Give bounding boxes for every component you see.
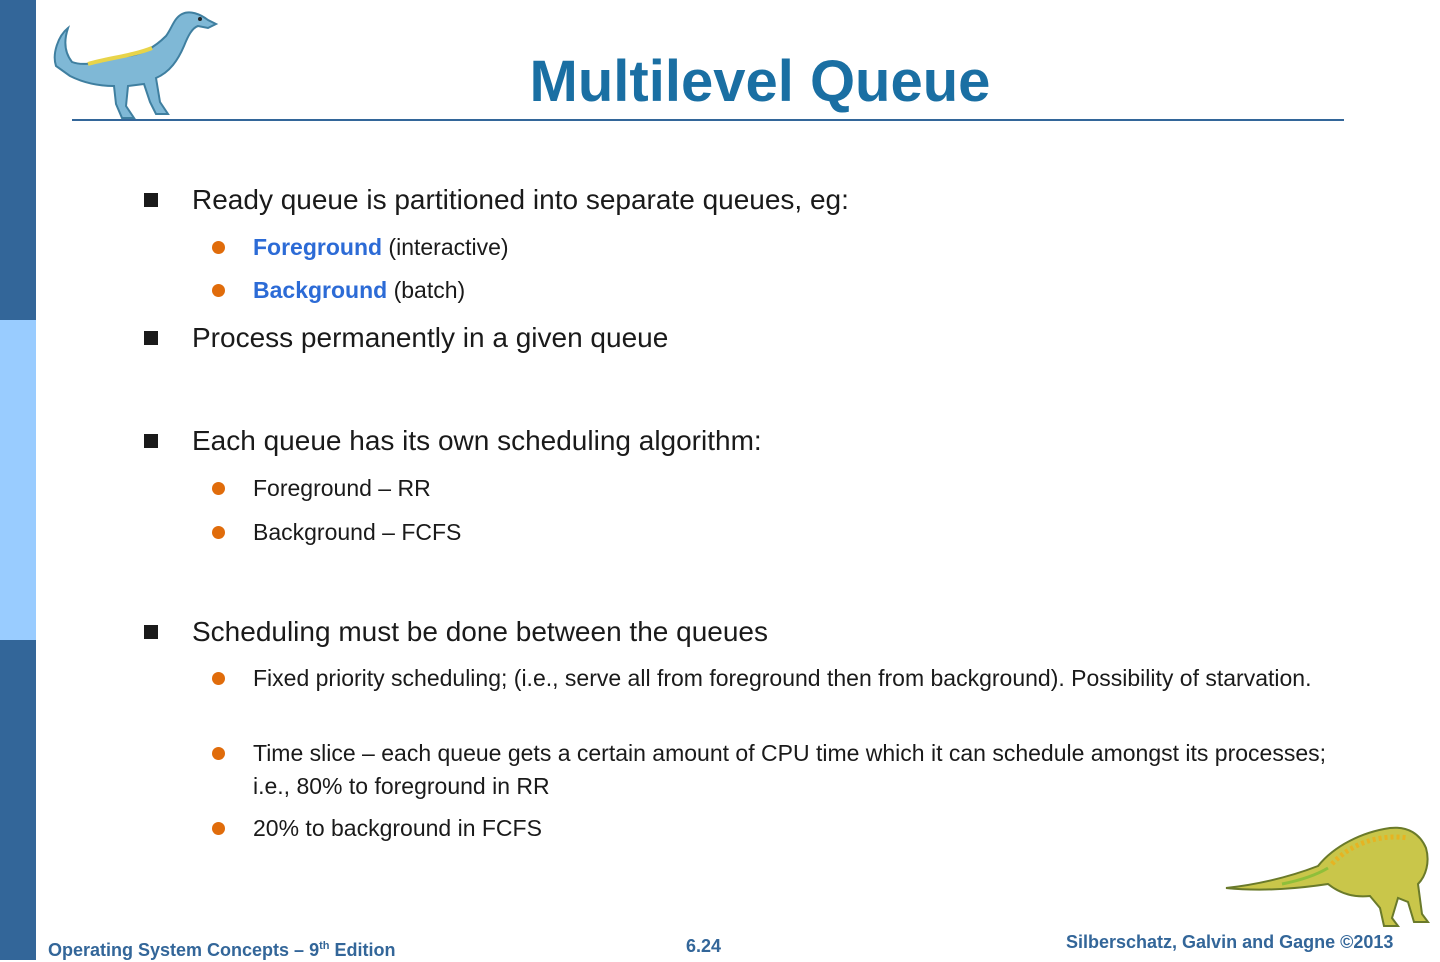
footer-book-title: Operating System Concepts – 9 xyxy=(48,940,320,960)
dinosaur-logo-bottom xyxy=(1222,818,1434,930)
footer-book-suffix: Edition xyxy=(329,940,396,960)
bullet-text: Scheduling must be done between the queues xyxy=(192,616,768,647)
highlight-term: Foreground xyxy=(253,234,383,260)
dot-bullet-icon xyxy=(212,284,225,297)
footer-page-number: 6.24 xyxy=(686,936,722,956)
bullet-text: Each queue has its own scheduling algorithm: xyxy=(192,425,762,456)
footer-authors: Silberschatz, Galvin and Gagne ©2013 xyxy=(1066,932,1394,952)
slide-title: Multilevel Queue xyxy=(529,49,991,114)
dinosaur-logo-top xyxy=(48,6,220,122)
sidebar xyxy=(0,0,36,960)
title-divider xyxy=(72,119,1344,121)
sub-bullet-text: Background – FCFS xyxy=(253,519,462,545)
square-bullet-icon xyxy=(144,434,158,448)
dot-bullet-icon xyxy=(212,526,225,539)
sub-bullet-text: (batch) xyxy=(387,277,466,303)
sub-bullet-text: (interactive) xyxy=(382,234,509,260)
sub-bullet xyxy=(253,274,1338,307)
sub-bullet xyxy=(253,231,1338,264)
bullet-text: Ready queue is partitioned into separate queues, eg: xyxy=(192,184,849,215)
sub-bullet-text: Time slice – each queue gets a certain amount of CPU time which it can schedule amongst its processes; i.e., 80% to foreground in RR xyxy=(253,740,1327,799)
bullet-text: Process permanently in a given queue xyxy=(192,322,669,353)
square-bullet-icon xyxy=(144,331,158,345)
dot-bullet-icon xyxy=(212,672,225,685)
sub-bullet-text: Foreground – RR xyxy=(253,475,431,501)
dot-bullet-icon xyxy=(212,822,225,835)
sub-bullet-text: Fixed priority scheduling; (i.e., serve all from foreground then from background). Possibility of starvation. xyxy=(253,665,1312,691)
footer-book xyxy=(48,934,395,962)
dot-bullet-icon xyxy=(212,482,225,495)
sidebar-band-top xyxy=(0,0,36,320)
footer-book-sup: th xyxy=(319,940,330,952)
square-bullet-icon xyxy=(144,625,158,639)
sub-bullet-text: 20% to background in FCFS xyxy=(253,815,542,841)
square-bullet-icon xyxy=(144,193,158,207)
highlight-term: Background xyxy=(253,277,388,303)
dot-bullet-icon xyxy=(212,241,225,254)
sidebar-band-bottom xyxy=(0,640,36,960)
dot-bullet-icon xyxy=(212,747,225,760)
sidebar-band-middle xyxy=(0,320,36,640)
